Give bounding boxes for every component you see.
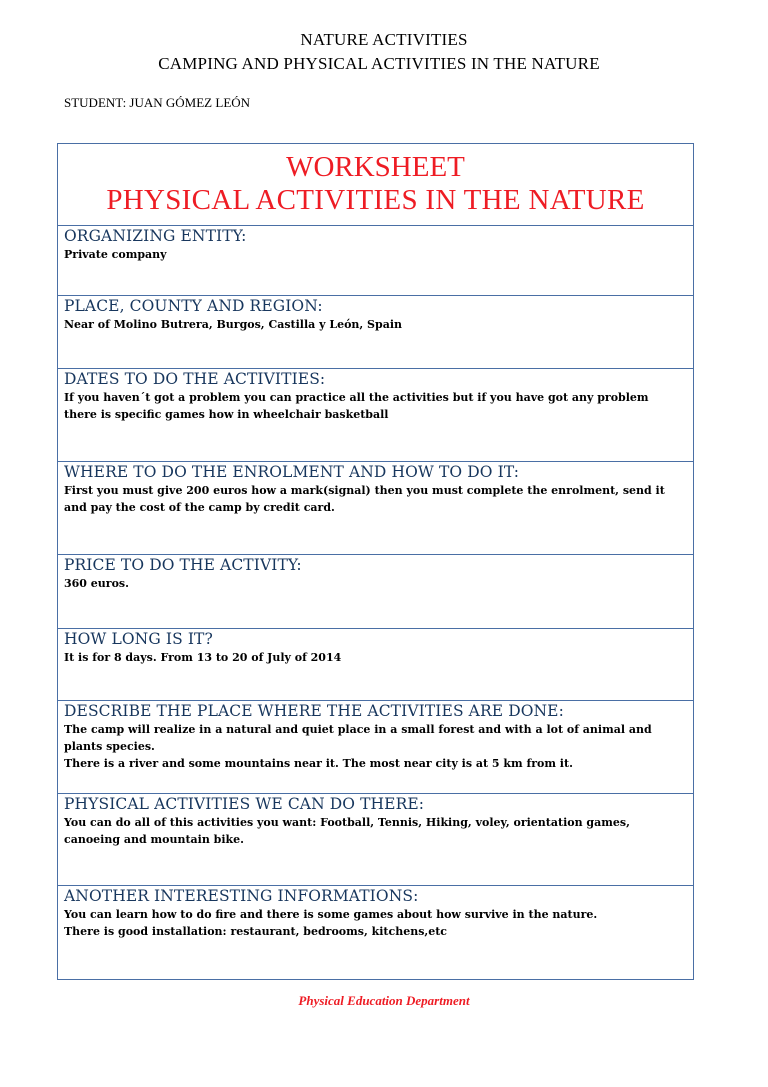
section-body <box>64 814 687 848</box>
section-other-information <box>58 886 693 979</box>
section-text: You can do all of this activities you want: Football, Tennis, Hiking, voley, orientation games, <box>64 816 630 829</box>
section-text: 360 euros. <box>64 577 129 590</box>
section-organizing-entity <box>58 226 693 296</box>
section-enrolment <box>58 462 693 555</box>
section-text: It is for 8 days. From 13 to 20 of July of 2014 <box>64 651 342 664</box>
section-duration <box>58 629 693 701</box>
section-body <box>64 389 687 423</box>
section-text: Private company <box>64 248 167 261</box>
section-text: There is a river and some mountains near it. The most near city is at 5 km from it. <box>64 757 573 770</box>
section-heading: ANOTHER INTERESTING INFORMATIONS: <box>64 887 419 905</box>
section-body <box>64 721 687 772</box>
worksheet-title-block <box>58 144 693 226</box>
section-body <box>64 316 687 333</box>
section-text: First you must give 200 euros how a mark(signal) then you must complete the enrolment, send it <box>64 484 665 497</box>
section-text: There is good installation: restaurant, bedrooms, kitchens,etc <box>64 925 448 938</box>
section-body <box>64 906 687 940</box>
document-header <box>0 28 768 76</box>
worksheet-title: WORKSHEET <box>286 151 465 183</box>
section-text: there is specific games how in wheelchair basketball <box>64 408 389 421</box>
section-body <box>64 246 687 263</box>
section-text: and pay the cost of the camp by credit card. <box>64 501 335 514</box>
section-heading: ORGANIZING ENTITY: <box>64 227 247 245</box>
section-text: If you haven´t got a problem you can practice all the activities but if you have got any problem <box>64 391 649 404</box>
worksheet-table <box>57 143 694 980</box>
document-title: NATURE ACTIVITIES <box>300 30 468 49</box>
section-heading: WHERE TO DO THE ENROLMENT AND HOW TO DO IT: <box>64 463 520 481</box>
section-body <box>64 482 687 516</box>
student-name: STUDENT: JUAN GÓMEZ LEÓN <box>64 95 251 110</box>
section-heading: HOW LONG IS IT? <box>64 630 213 648</box>
section-heading: PLACE, COUNTY AND REGION: <box>64 297 323 315</box>
section-text: You can learn how to do fire and there is some games about how survive in the nature. <box>64 908 598 921</box>
section-text: plants species. <box>64 740 155 753</box>
section-text: The camp will realize in a natural and quiet place in a small forest and with a lot of animal and <box>64 723 652 736</box>
section-heading: DATES TO DO THE ACTIVITIES: <box>64 370 326 388</box>
section-price <box>58 555 693 629</box>
section-text: canoeing and mountain bike. <box>64 833 245 846</box>
section-body <box>64 649 687 666</box>
section-place-county-region <box>58 296 693 369</box>
section-body <box>64 575 687 592</box>
section-dates <box>58 369 693 462</box>
worksheet-subtitle: PHYSICAL ACTIVITIES IN THE NATURE <box>106 184 645 216</box>
section-heading: DESCRIBE THE PLACE WHERE THE ACTIVITIES ARE DONE: <box>64 702 564 720</box>
document-subtitle: CAMPING AND PHYSICAL ACTIVITIES IN THE NATURE <box>158 54 600 73</box>
section-text: Near of Molino Butrera, Burgos, Castilla y León, Spain <box>64 318 402 331</box>
section-heading: PHYSICAL ACTIVITIES WE CAN DO THERE: <box>64 795 425 813</box>
department-footer: Physical Education Department <box>298 993 470 1008</box>
section-physical-activities <box>58 794 693 886</box>
section-place-description <box>58 701 693 794</box>
section-heading: PRICE TO DO THE ACTIVITY: <box>64 556 302 574</box>
